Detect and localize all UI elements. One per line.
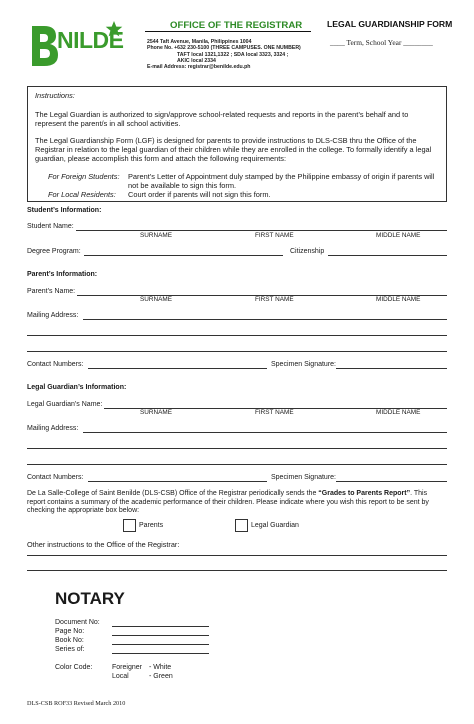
parent-signature-label: Specimen Signature: bbox=[271, 361, 336, 368]
page-no-field[interactable] bbox=[112, 635, 209, 636]
guardian-section-heading: Legal Guardian’s Information: bbox=[27, 384, 127, 391]
guardian-mailing-field-1[interactable] bbox=[83, 432, 447, 433]
parent-contact-label: Contact Numbers: bbox=[27, 361, 84, 368]
guardian-contact-label: Contact Numbers: bbox=[27, 474, 84, 481]
foreigner-color: - White bbox=[149, 664, 172, 671]
degree-program-label: Degree Program: bbox=[27, 248, 81, 255]
other-instructions-field-1[interactable] bbox=[27, 555, 447, 556]
parent-middlename-caption: MIDDLE NAME bbox=[376, 296, 421, 303]
foreign-students-text: Parent’s Letter of Appointment duly stamped by the Philippine embassy of origin if parents will not be available to sign this form. bbox=[128, 172, 435, 190]
term-blank[interactable]: ____ bbox=[330, 38, 345, 47]
parent-mailing-field-1[interactable] bbox=[83, 319, 447, 320]
term-school-year[interactable] bbox=[330, 38, 433, 47]
instructions-para-2: The Legal Guardianship Form (LGF) is designed for parents to provide instructions to DLS-CSB thru the Office of the Registrar in relation to the legal guardian of their children while they are enrolled in the college. To formally identify a legal guardian, please accomplish this form and attach the following requirements: bbox=[35, 136, 432, 163]
guardian-contact-field[interactable] bbox=[88, 481, 267, 482]
parent-contact-field[interactable] bbox=[88, 368, 267, 369]
other-instructions-label: Other instructions to the Office of the Registrar: bbox=[27, 540, 180, 549]
local-color: - Green bbox=[149, 673, 173, 680]
series-of-field[interactable] bbox=[112, 653, 209, 654]
guardian-firstname-caption: FIRST NAME bbox=[255, 409, 294, 416]
guardian-option-label: Legal Guardian bbox=[251, 522, 299, 529]
parent-firstname-caption: FIRST NAME bbox=[255, 296, 294, 303]
parent-signature-field[interactable] bbox=[336, 368, 447, 369]
guardian-signature-field[interactable] bbox=[336, 481, 447, 482]
degree-program-field[interactable] bbox=[84, 255, 283, 256]
parent-section-heading: Parent’s Information: bbox=[27, 271, 98, 278]
guardian-mailing-label: Mailing Address: bbox=[27, 425, 79, 432]
local-residents-text: Court order if parents will not sign this form. bbox=[128, 190, 271, 199]
local-residents-label: For Local Residents: bbox=[48, 190, 116, 199]
office-title: OFFICE OF THE REGISTRAR bbox=[170, 20, 303, 31]
citizenship-label: Citizenship bbox=[290, 248, 325, 255]
address-line: Phone No. +632 230-5100 (THREE CAMPUSES. ONE NUMBER) bbox=[147, 45, 301, 52]
student-surname-caption: SURNAME bbox=[140, 232, 172, 239]
document-no-label: Document No: bbox=[55, 619, 100, 626]
office-title-underline bbox=[145, 31, 311, 32]
parents-checkbox[interactable] bbox=[123, 519, 136, 532]
local-label: Local bbox=[112, 673, 129, 680]
logo-wordmark: NILDE bbox=[57, 27, 124, 53]
student-name-label: Student Name: bbox=[27, 223, 74, 230]
document-no-field[interactable] bbox=[112, 626, 209, 627]
guardian-surname-caption: SURNAME bbox=[140, 409, 172, 416]
student-middlename-caption: MIDDLE NAME bbox=[376, 232, 421, 239]
form-footer-code: DLS-CSB ROF33 Revised March 2010 bbox=[27, 700, 126, 707]
address-line: 2544 Taft Avenue, Manila, Philippines 1004 bbox=[147, 39, 252, 45]
parent-name-label: Parent’s Name: bbox=[27, 288, 76, 295]
student-section-heading: Student’s Information: bbox=[27, 207, 102, 214]
parent-mailing-field-2[interactable] bbox=[27, 335, 447, 336]
series-of-label: Series of: bbox=[55, 646, 85, 653]
term-label: Term, School Year bbox=[346, 38, 402, 47]
notary-title: NOTARY bbox=[55, 589, 125, 608]
grades-report-paragraph: De La Salle-College of Saint Benilde (DLS-CSB) Office of the Registrar periodically sends the “Grades to Parents Report”. This report contains a summary of the academic performance of their children. Please indicate where you wish this report to be sent by checking the appropriate box below: bbox=[27, 490, 429, 515]
guardian-mailing-field-3[interactable] bbox=[27, 464, 447, 465]
registrar-address bbox=[147, 39, 301, 70]
student-firstname-caption: FIRST NAME bbox=[255, 232, 294, 239]
book-no-field[interactable] bbox=[112, 644, 209, 645]
grades-report-title: “Grades to Parents Report” bbox=[318, 490, 411, 497]
address-line: AKIC local 2334 bbox=[177, 57, 216, 64]
instructions-para-1: The Legal Guardian is authorized to sign/approve school-related requests and reports in the parent’s behalf and to represent the parent/s in all school activities. bbox=[35, 110, 409, 128]
citizenship-field[interactable] bbox=[328, 255, 447, 256]
address-line: TAFT local 1321,1322 ; SDA local 3323, 3324 ; bbox=[177, 51, 289, 58]
foreigner-label: Foreigner bbox=[112, 664, 142, 671]
parents-option-label: Parents bbox=[139, 522, 164, 529]
address-line: E-mail Address: registrar@benilde.edu.ph bbox=[147, 64, 251, 71]
parent-mailing-label: Mailing Address: bbox=[27, 312, 79, 319]
other-instructions-field-2[interactable] bbox=[27, 570, 447, 571]
parent-mailing-field-3[interactable] bbox=[27, 351, 447, 352]
guardian-mailing-field-2[interactable] bbox=[27, 448, 447, 449]
foreign-students-label: For Foreign Students: bbox=[48, 172, 120, 181]
guardian-name-label: Legal Guardian’s Name: bbox=[27, 401, 103, 408]
instructions-heading: Instructions: bbox=[35, 91, 75, 100]
instructions-box bbox=[27, 86, 447, 202]
page-no-label: Page No: bbox=[55, 628, 85, 635]
guardian-middlename-caption: MIDDLE NAME bbox=[376, 409, 421, 416]
parent-surname-caption: SURNAME bbox=[140, 296, 172, 303]
color-code-label: Color Code: bbox=[55, 664, 93, 671]
guardian-checkbox[interactable] bbox=[235, 519, 248, 532]
form-title: LEGAL GUARDIANSHIP FORM bbox=[327, 19, 453, 29]
student-name-field[interactable] bbox=[76, 230, 447, 231]
book-no-label: Book No: bbox=[55, 637, 84, 644]
school-year-blank[interactable]: ________ bbox=[403, 38, 433, 47]
guardian-signature-label: Specimen Signature: bbox=[271, 474, 336, 481]
